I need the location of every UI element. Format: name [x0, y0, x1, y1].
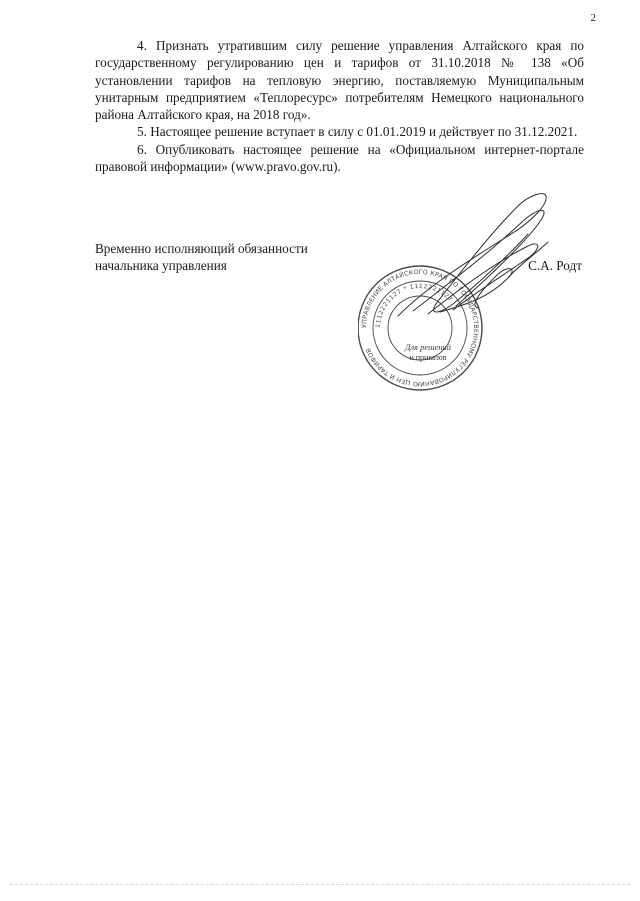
signer-name: С.А. Родт — [528, 258, 582, 274]
page-bottom-edge — [10, 884, 630, 885]
document-body — [95, 37, 584, 175]
page-number: 2 — [590, 12, 596, 24]
seal-center-line2: и приказов — [409, 353, 447, 362]
signer-position-line1: Временно исполняющий обязанности — [95, 241, 308, 256]
seal-ring-numbers: 1112221127 * 1112221127 — [374, 282, 454, 329]
seal-ring-text: УПРАВЛЕНИЕ АЛТАЙСКОГО КРАЯ ПО ГОСУДАРСТВЕННОМУ РЕГУЛИРОВАНИЮ ЦЕН И ТАРИФОВ — [360, 268, 480, 388]
paragraph-5: 5. Настоящее решение вступает в силу с 01.01.2019 и действует по 31.12.2021. — [137, 124, 578, 140]
stamp-and-signature — [358, 166, 598, 426]
paragraph-6: 6. Опубликовать настоящее решение на «Официальном интернет-портале правовой информации» (www.pravo.gov.ru). — [95, 141, 584, 175]
handwritten-signature — [398, 194, 548, 316]
paragraph-4: 4. Признать утратившим силу решение управления Алтайского края по государственному регулированию цен и тарифов от 31.10.2018 № 138 «Об установлении тарифов на тепловую энергию, поставляемую Муниципальным унитарным предприятием «Теплоресурс» потребителям Немецкого национального района Алтайского края, на 2018 год». — [95, 38, 584, 123]
signer-position-line2: начальника управления — [95, 258, 227, 274]
seal-center-line1: Для решений — [404, 342, 452, 352]
